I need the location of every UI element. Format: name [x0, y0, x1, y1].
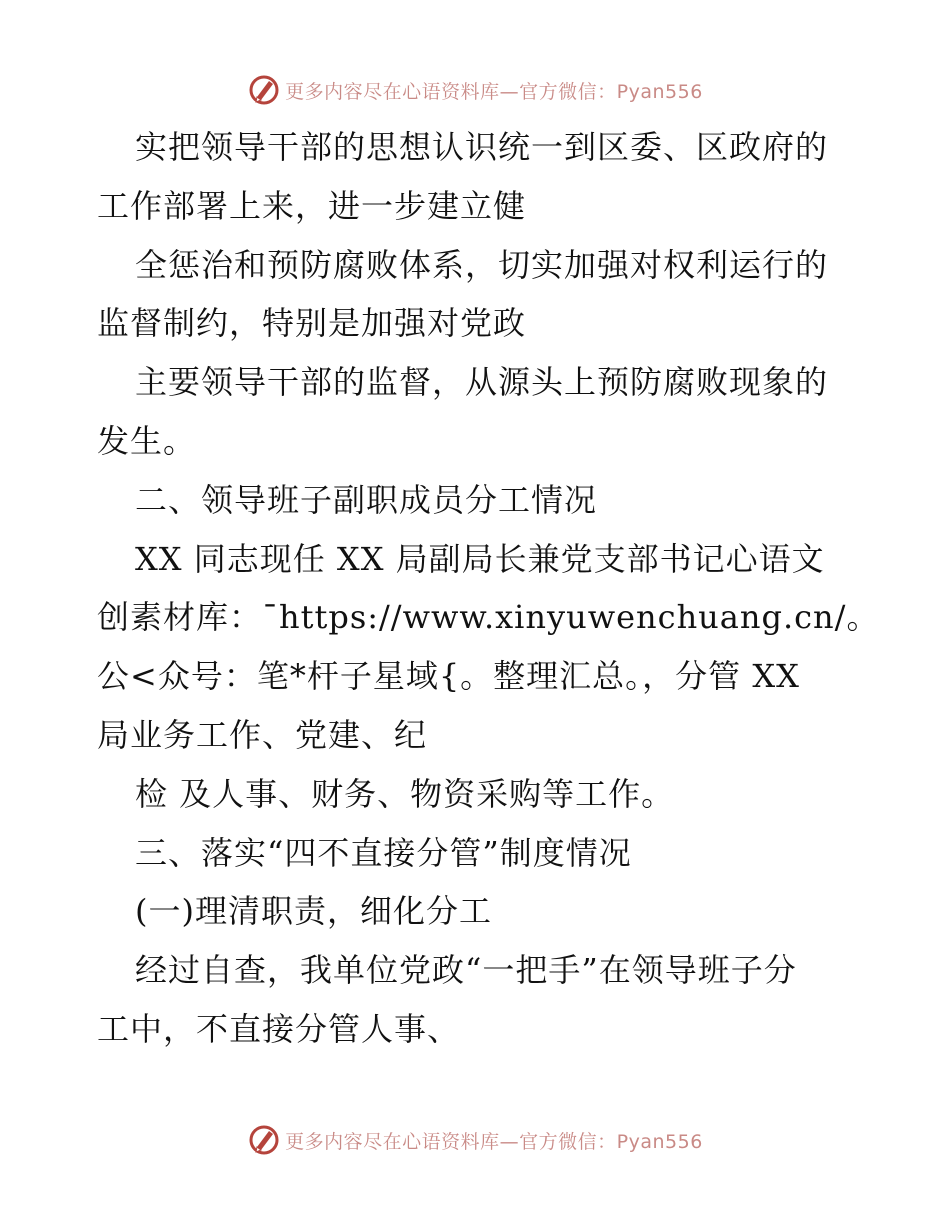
text-line: 全惩治和预防腐败体系，切实加强对权利运行的 [135, 245, 829, 284]
pen-logo-icon [247, 73, 281, 107]
section-heading: 三、落实“四不直接分管”制度情况 [135, 833, 632, 872]
text-line: 公<众号：笔*杆子星域{。整理汇总。，分管 XX [97, 657, 800, 696]
section-heading: 二、领导班子副职成员分工情况 [135, 480, 598, 519]
text-line: 创素材库：¯https://www.xinyuwenchuang.cn/。 [97, 598, 880, 637]
pen-logo-icon [247, 1123, 281, 1157]
footer-banner [0, 1120, 950, 1160]
text-line: 监督制约，特别是加强对党政 [97, 304, 527, 343]
header-banner [0, 70, 950, 110]
footer-banner-text: 更多内容尽在心语资料库—官方微信：Pyan556 [285, 1130, 703, 1153]
text-line: 工中，不直接分管人事、 [97, 1009, 461, 1048]
text-line: 检 及人事、财务、物资采购等工作。 [135, 774, 675, 813]
text-line: XX 同志现任 XX 局副局长兼党支部书记心语文 [135, 539, 825, 578]
text-line: 工作部署上来，进一步建立健 [97, 186, 527, 225]
subsection-heading: (一)理清职责，细化分工 [135, 892, 492, 931]
text-line: 发生。 [97, 421, 197, 460]
text-line: 经过自查，我单位党政“一把手”在领导班子分 [135, 951, 797, 990]
text-line: 局业务工作、党建、纪 [97, 715, 428, 754]
text-line: 主要领导干部的监督，从源头上预防腐败现象的 [135, 363, 829, 402]
document-body [97, 118, 880, 1059]
text-line: 实把领导干部的思想认识统一到区委、区政府的 [135, 128, 829, 166]
header-banner-text: 更多内容尽在心语资料库—官方微信：Pyan556 [285, 80, 703, 103]
